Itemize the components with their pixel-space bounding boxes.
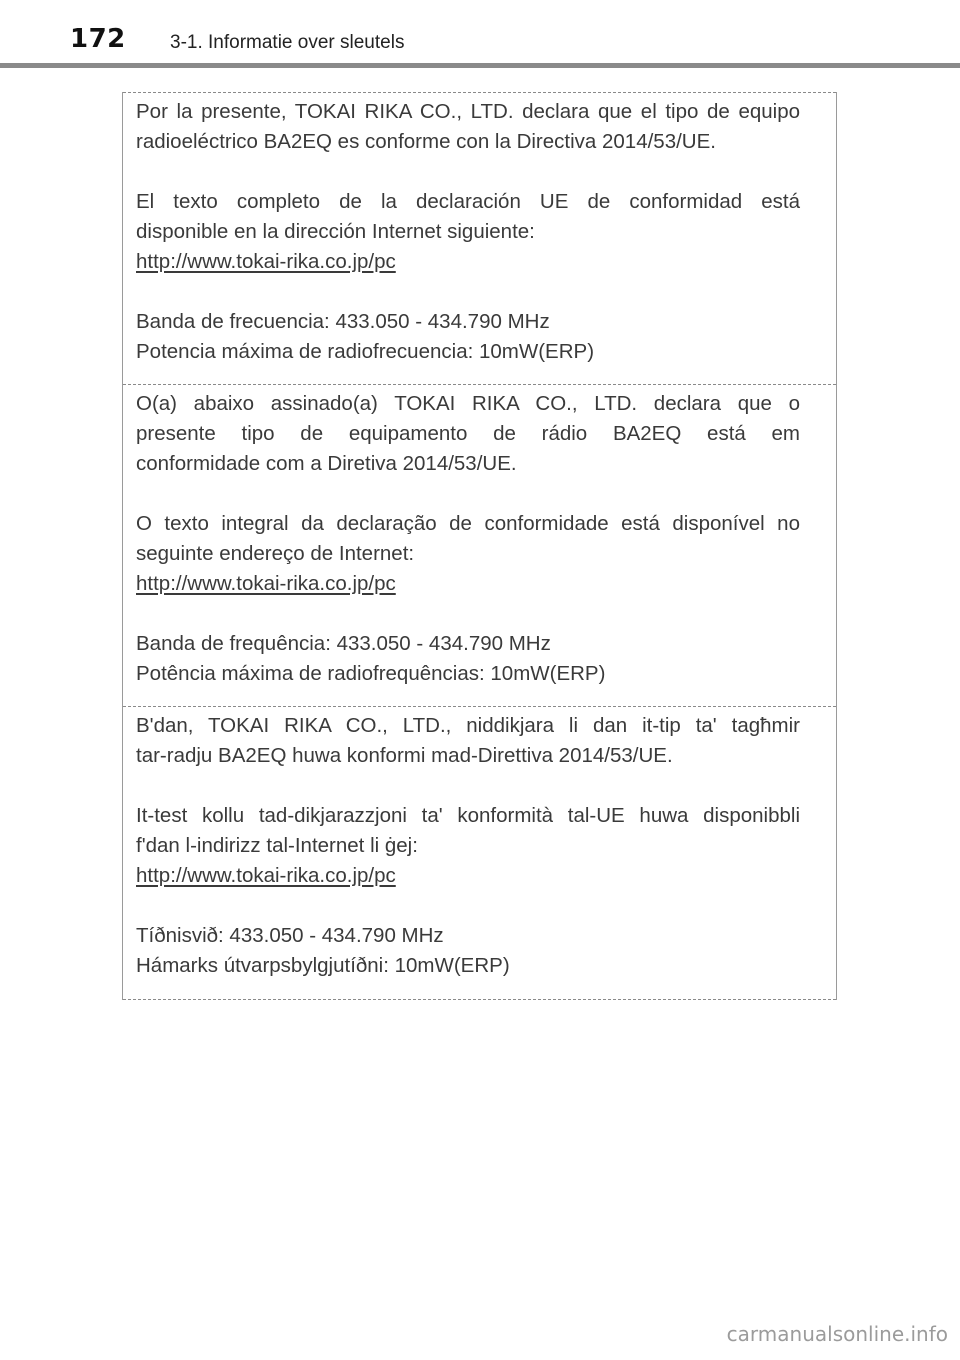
text-line: f'dan l-indirizz tal-Internet li ġej: xyxy=(136,834,418,857)
text-line: Hámarks útvarpsbylgjutíðni: 10mW(ERP) xyxy=(136,954,510,977)
text-line: It-test kollu tad-dikjarazzjoni ta' konformità tal-UE huwa disponibbli xyxy=(136,804,800,827)
text-line: O(a) abaixo assinado(a) TOKAI RIKA CO., LTD. declara que o xyxy=(136,392,800,415)
text-line: disponible en la dirección Internet siguiente: xyxy=(136,220,535,243)
text-line: Banda de frequência: 433.050 - 434.790 MHz xyxy=(136,632,551,655)
declaration-es xyxy=(123,92,836,384)
url-link[interactable] xyxy=(136,569,800,599)
url-link-text[interactable]: http://www.tokai-rika.co.jp/pc xyxy=(136,250,396,273)
text-line: seguinte endereço de Internet: xyxy=(136,542,415,565)
text-line: Potência máxima de radiofrequências: 10mW(ERP) xyxy=(136,662,606,685)
header-rule xyxy=(0,63,960,68)
declaration-box xyxy=(122,92,837,1000)
url-link-text[interactable]: http://www.tokai-rika.co.jp/pc xyxy=(136,864,396,887)
text-line: Por la presente, TOKAI RIKA CO., LTD. declara que el tipo de equipo xyxy=(136,100,800,123)
text-line: Potencia máxima de radiofrecuencia: 10mW(ERP) xyxy=(136,340,595,363)
text-line: tar-radju BA2EQ huwa konformi mad-Direttiva 2014/53/UE. xyxy=(136,744,673,767)
url-link-text[interactable]: http://www.tokai-rika.co.jp/pc xyxy=(136,572,396,595)
url-link[interactable] xyxy=(136,247,800,277)
url-link[interactable] xyxy=(136,861,800,891)
box-bottom-rule xyxy=(123,999,836,1000)
text-line: presente tipo de equipamento de rádio BA2EQ está em xyxy=(136,422,800,445)
text-line: B'dan, TOKAI RIKA CO., LTD., niddikjara li dan it-tip ta' tagħmir xyxy=(136,714,800,737)
text-line: Banda de frecuencia: 433.050 - 434.790 MHz xyxy=(136,310,550,333)
section-title: 3-1. Informatie over sleutels xyxy=(170,32,405,53)
text-line: El texto completo de la declaración UE de conformidad está xyxy=(136,190,800,213)
text-line: O texto integral da declaração de conformidade está disponível no xyxy=(136,512,800,535)
watermark: carmanualsonline.info xyxy=(726,1322,948,1346)
declaration-pt xyxy=(123,384,836,706)
text-line: Tíðnisvið: 433.050 - 434.790 MHz xyxy=(136,924,444,947)
text-line: radioeléctrico BA2EQ es conforme con la Directiva 2014/53/UE. xyxy=(136,130,716,153)
page-number: 172 xyxy=(70,24,126,54)
declaration-mt xyxy=(123,706,836,999)
text-line: conformidade com a Diretiva 2014/53/UE. xyxy=(136,452,517,475)
page-header xyxy=(0,0,960,70)
